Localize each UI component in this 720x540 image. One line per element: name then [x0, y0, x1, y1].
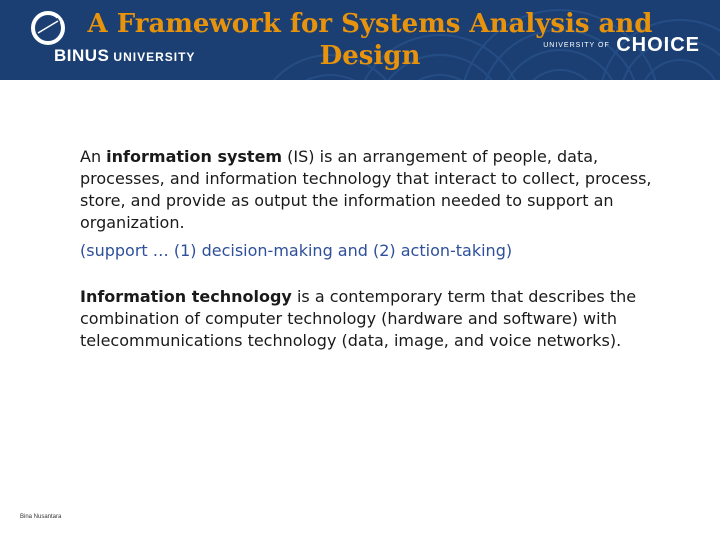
slide-title-line1: A Framework for Systems Analysis and [87, 9, 653, 39]
binus-name: BINUS [54, 46, 110, 65]
definition-text: (IS) is an arrangement of people, data, processes, and information technology that interact to collect, process, store, and provide as output the information needed to support an organization. [80, 147, 652, 232]
slide-title-line2: Design [319, 41, 421, 71]
slide-body [80, 146, 670, 352]
slide-title [50, 8, 690, 72]
choice-label: CHOICE [616, 34, 700, 56]
information-technology-definition [80, 286, 670, 352]
information-system-definition [80, 146, 670, 234]
definition-lead: An [80, 147, 107, 166]
term-information-system: information system [106, 147, 283, 166]
term-information-technology: Information technology [80, 287, 292, 306]
footer-author: Bina Nusantara [20, 514, 62, 520]
university-of-label: UNIVERSITY OF [543, 42, 610, 49]
binus-university-label: UNIVERSITY [113, 50, 196, 64]
header-banner [0, 0, 720, 80]
definition-text-it: is a contemporary term that describes the combination of computer technology (hardware and software) with telecommunications technology (data, image, and voice networks). [80, 287, 637, 350]
support-note: (support … (1) decision-making and (2) action-taking) [80, 241, 513, 260]
